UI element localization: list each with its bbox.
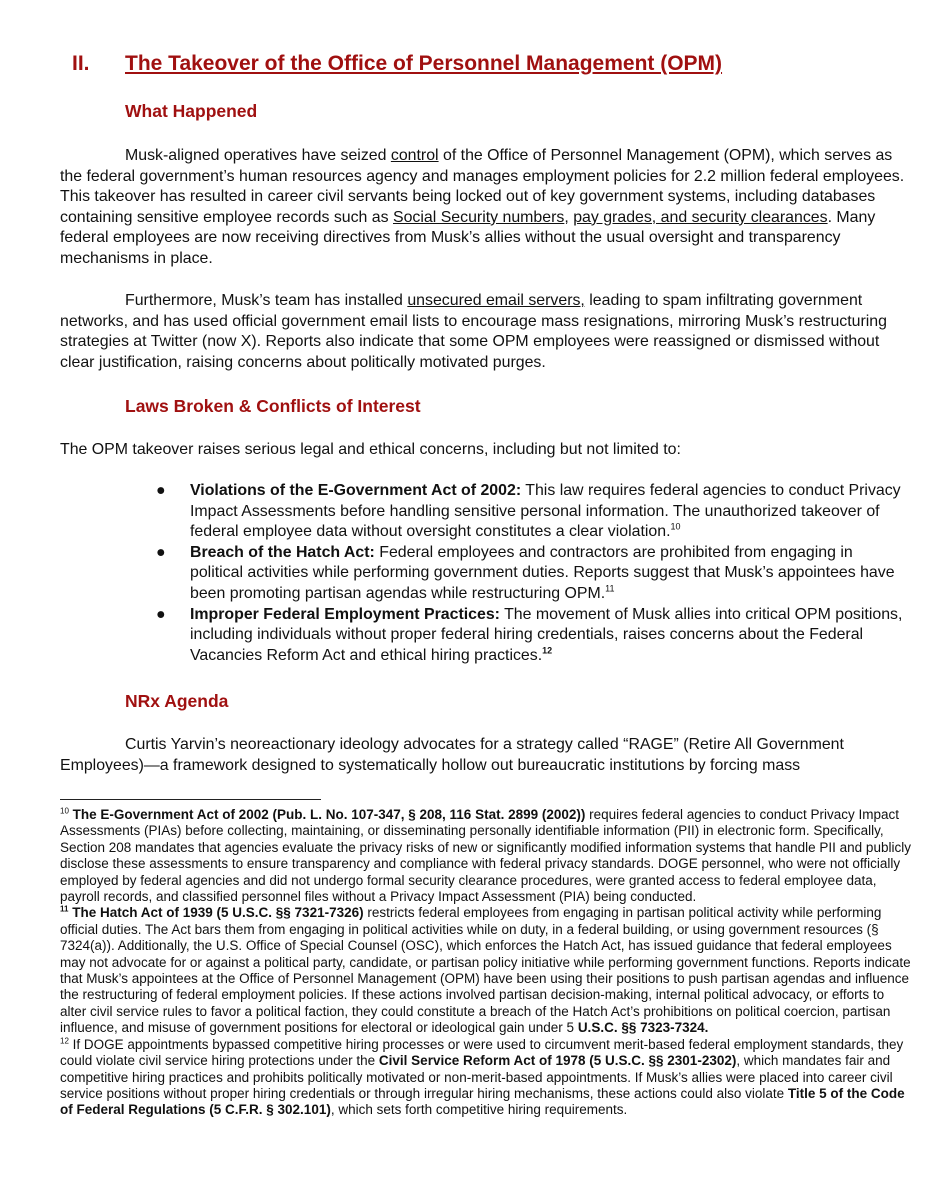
subheading-what-happened: What Happened — [125, 101, 258, 121]
bullet-icon: ● — [156, 482, 166, 499]
footnote-ref[interactable]: 10 — [670, 521, 681, 532]
footnotes — [60, 807, 912, 1119]
footnote-11: $^{11}$ The Hatch Act of 1939 (5 U.S.C. §§ 7321-7326) restricts federal employees from engaging in partisan political activity while performing official duties. The Act bars them from engaging in political activities while on duty, in a federal building, or using government resources (§ 7324(a)). Additionally, the U.S. Office of Special Counsel (OSC), which enforces the Hatch Act, has issued guidance that federal employees may not advocate for or against a political party, candidate, or partisan policy initiative while performing government functions. Reports indicate that Musk’s appointees at the Office of Personnel Management (OPM) have been using their positions to push partisan agendas and influence the restructuring of federal employment policies. If these actions involved partisan decision-making, internal political advocacy, or efforts to alter civil service rules to favor a political faction, they could constitute a breach of the Hatch Act’s prohibitions on political coercion, partisan influence, and misuse of government positions for electoral or ideological gain under 5 U.S.C. §§ 7323-7324. — [60, 904, 911, 1036]
link-pay-grades[interactable]: pay grades, and security clearances — [573, 208, 828, 226]
section-title: The Takeover of the Office of Personnel Management (OPM) — [125, 52, 723, 75]
laws-bullet-list — [150, 481, 910, 666]
paragraph-laws-intro: The OPM takeover raises serious legal and ethical concerns, including but not limited to: — [60, 441, 681, 458]
subheading-nrx-agenda: NRx Agenda — [125, 691, 229, 711]
footnote-10: $^{10}$ The E-Government Act of 2002 (Pub. L. No. 107-347, § 208, 116 Stat. 2899 (2002)) requires federal agencies to conduct Privacy Impact Assessments (PIAs) before collecting, maintaining, or disseminating personally identifiable information (PII) in electronic form. Specifically, Section 208 mandates that agencies evaluate the privacy risks of new or significantly modified information systems that handle PII and publicly disclose these assessments to ensure transparency and compliance with federal privacy standards. DOGE personnel, who were not officially employed by federal agencies and did not undergo formal security clearance procedures, were granted access to federal employee data, payroll records, and classified personnel files without a Privacy Impact Assessment (PIA) being conducted. — [60, 806, 911, 905]
section-number: II. — [72, 52, 90, 75]
link-social-security[interactable]: Social Security numbers — [393, 208, 565, 226]
bullet-icon: ● — [156, 543, 166, 561]
paragraph-what-happened-2: Furthermore, Musk’s team has installed unsecured email servers, leading to spam infiltrating government networks, and has used official government email lists to encourage mass resignations, mirroring Musk’s restructuring strategies at Twitter (now X). Reports also indicate that some OPM employees were reassigned or dismissed without clear justification, raising concerns about politically motivated purges. — [60, 292, 887, 371]
footnote-ref[interactable]: 12 — [542, 645, 553, 656]
bullet-icon: ● — [156, 605, 166, 623]
footnote-12: $^{12}$ If DOGE appointments bypassed competitive hiring processes or were used to circumvent merit-based federal employment standards, they could violate civil service hiring protections under the Civil Service Reform Act of 1978 (5 U.S.C. §§ 2301-2302), which mandates fair and competitive hiring practices and prohibits politically motivated or non-merit-based appointments. If Musk’s allies were placed into career civil service positions without proper hiring credentials or through irregular hiring mechanisms, these actions could also violate Title 5 of the Code of Federal Regulations (5 C.F.R. § 302.101), which sets forth competitive hiring requirements. — [60, 1036, 905, 1118]
link-unsecured-email[interactable]: unsecured email servers, — [407, 292, 585, 309]
section-heading — [72, 52, 722, 76]
footnote-ref[interactable]: 11 — [605, 583, 615, 594]
list-item: ● Improper Federal Employment Practices: The movement of Musk allies into critical OPM positions, including individuals without proper federal hiring credentials, raises concerns about the Federal Vacancies Reform Act and ethical hiring practices.$^{12}$ — [156, 605, 903, 664]
list-item: ● Violations of the E-Government Act of 2002: This law requires federal agencies to conduct Privacy Impact Assessments before handling sensitive personal information. The unauthorized takeover of federal employee data without oversight constitutes a clear violation.$^{10}$ — [156, 482, 901, 541]
link-control[interactable]: control — [390, 147, 439, 164]
list-item: ● Breach of the Hatch Act: Federal employees and contractors are prohibited from engaging in political activities while performing government duties. Reports suggest that Musk’s appointees have been promoting partisan agendas while restructuring OPM.$^{11}$ — [156, 543, 895, 602]
paragraph-nrx-1: Curtis Yarvin’s neoreactionary ideology advocates for a strategy called “RAGE” (Retire All Government Employees)—a framework designed to systematically hollow out bureaucratic institutions by forcing mass — [60, 736, 844, 774]
subheading-laws-broken: Laws Broken & Conflicts of Interest — [125, 396, 421, 416]
footnote-separator — [60, 799, 321, 800]
paragraph-what-happened-1: Musk-aligned operatives have seized control of the Office of Personnel Management (OPM), which serves as the federal government’s human resources agency and manages employment policies for 2.2 million federal employees. This takeover has resulted in career civil servants being locked out of key government systems, including databases containing sensitive employee records such as Social Security numbers, pay grades, and security clearances. Many federal employees are now receiving directives from Musk’s allies without the usual oversight and transparency mechanisms in place. — [60, 147, 905, 267]
